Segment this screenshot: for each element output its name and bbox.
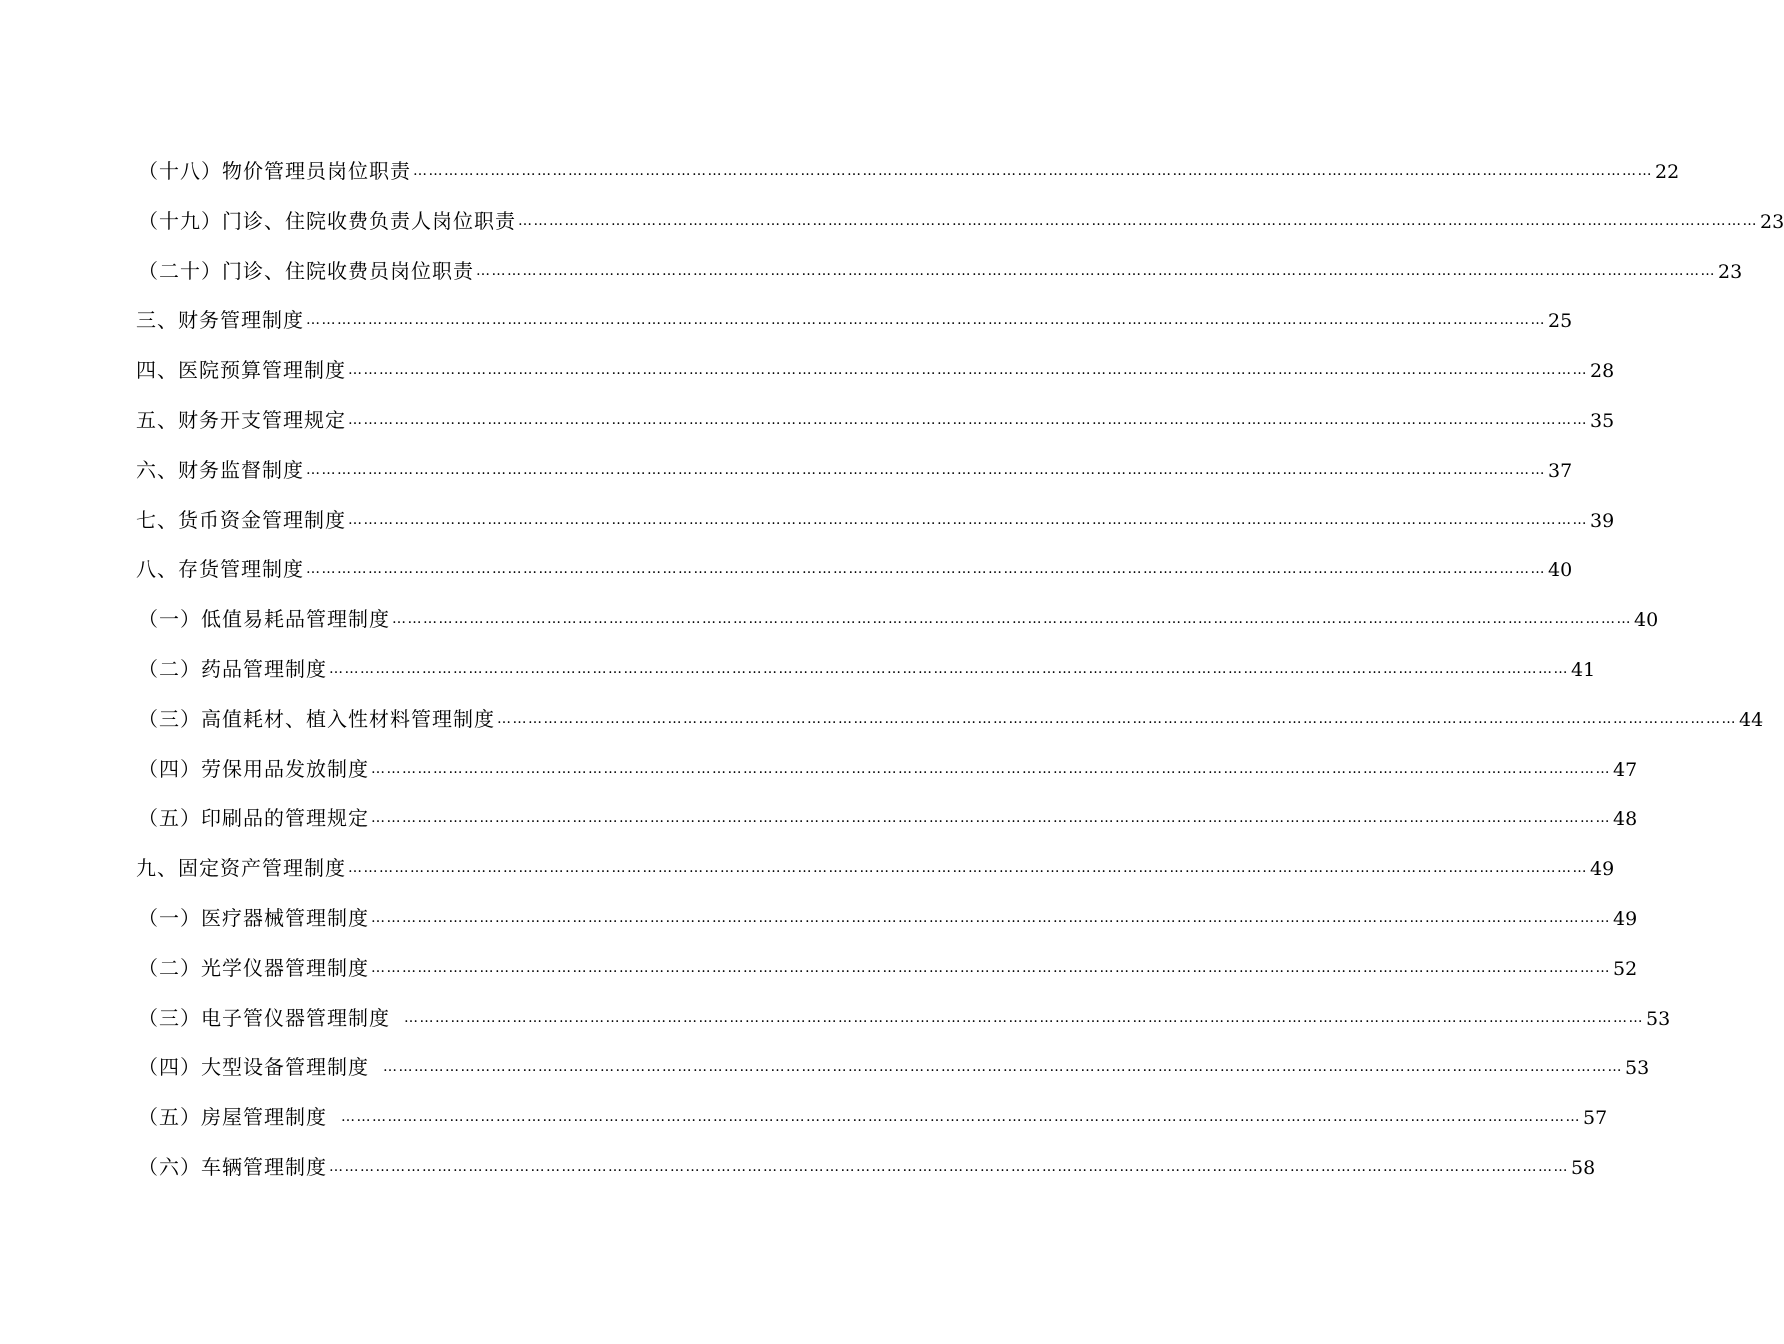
- toc-entry-title: （三）高值耗材、植入性材料管理制度: [138, 706, 495, 731]
- dot-leader: ……………………………………………………………………………………………………………………………………………………………………………………………………………………: [413, 163, 1653, 179]
- dot-leader: ……………………………………………………………………………………………………………………………………………………………………………………………………………………: [476, 262, 1716, 279]
- toc-entry-title: 五、财务开支管理规定: [136, 407, 346, 432]
- toc-page-number: 39: [1590, 509, 1615, 532]
- toc-entry[interactable]: [0, 304, 1573, 354]
- toc-entry-title: （三）电子管仪器管理制度: [138, 1005, 390, 1030]
- toc-page-number: 52: [1613, 957, 1638, 980]
- toc-page-number: 22: [1655, 161, 1680, 183]
- dot-leader: ……………………………………………………………………………………………………………………………………………………………………………………………………………………: [329, 1158, 1569, 1175]
- toc-entry[interactable]: [0, 603, 1659, 653]
- toc-page-number: 44: [1739, 708, 1764, 731]
- dot-leader: ……………………………………………………………………………………………………………………………………………………………………………………………………………………: [329, 660, 1569, 677]
- toc-entry[interactable]: [0, 653, 1596, 703]
- toc-entry[interactable]: [0, 852, 1615, 902]
- toc-page-number: 57: [1583, 1107, 1608, 1130]
- toc-entry-title: （五）印刷品的管理规定: [138, 806, 369, 831]
- toc-page-number: 49: [1613, 907, 1638, 930]
- toc-entry[interactable]: [0, 205, 1784, 255]
- toc-page-number: 40: [1634, 609, 1659, 632]
- toc-entry-title: （四）大型设备管理制度: [138, 1055, 369, 1080]
- toc-page-number: 47: [1613, 758, 1638, 781]
- dot-leader: ……………………………………………………………………………………………………………………………………………………………………………………………………………………: [518, 212, 1758, 229]
- toc-page-number: 35: [1590, 409, 1615, 432]
- dot-leader: ……………………………………………………………………………………………………………………………………………………………………………………………………………………: [306, 561, 1546, 578]
- dot-leader: ……………………………………………………………………………………………………………………………………………………………………………………………………………………: [348, 860, 1588, 877]
- toc-entry-title: （一）医疗器械管理制度: [138, 905, 369, 930]
- dot-leader: ……………………………………………………………………………………………………………………………………………………………………………………………………………………: [383, 1059, 1623, 1076]
- toc-entry-title: （二十）门诊、住院收费员岗位职责: [138, 258, 474, 283]
- dot-leader: ……………………………………………………………………………………………………………………………………………………………………………………………………………………: [306, 461, 1546, 478]
- toc-page-number: 53: [1646, 1007, 1671, 1030]
- toc-entry-title: 三、财务管理制度: [136, 308, 304, 333]
- dot-leader: ……………………………………………………………………………………………………………………………………………………………………………………………………………………: [497, 710, 1737, 727]
- toc-entry-title: 七、货币资金管理制度: [136, 507, 346, 532]
- toc-page-number: 25: [1548, 310, 1573, 333]
- toc-entry-title: 六、财务监督制度: [136, 457, 304, 482]
- toc-entry[interactable]: [0, 802, 1638, 852]
- toc-page-number: 28: [1590, 360, 1615, 383]
- dot-leader: ……………………………………………………………………………………………………………………………………………………………………………………………………………………: [341, 1109, 1581, 1126]
- toc-entry-title: （二）药品管理制度: [138, 656, 327, 681]
- toc-entry[interactable]: [0, 1051, 1650, 1101]
- toc-entry-title: 九、固定资产管理制度: [136, 856, 346, 881]
- toc-entry[interactable]: [0, 1151, 1596, 1201]
- toc-entry-title: （一）低值易耗品管理制度: [138, 607, 390, 632]
- table-of-contents: [0, 155, 1784, 1201]
- toc-entry-title: （十八）物价管理员岗位职责: [138, 159, 411, 183]
- toc-entry[interactable]: [0, 553, 1573, 603]
- toc-entry-title: （十九）门诊、住院收费负责人岗位职责: [138, 208, 516, 233]
- toc-entry-title: （五）房屋管理制度: [138, 1105, 327, 1130]
- toc-entry[interactable]: [0, 255, 1743, 305]
- dot-leader: ……………………………………………………………………………………………………………………………………………………………………………………………………………………: [348, 511, 1588, 528]
- toc-page-number: 58: [1571, 1156, 1596, 1179]
- toc-entry[interactable]: [0, 1101, 1608, 1151]
- toc-page-number: 48: [1613, 808, 1638, 831]
- toc-entry-title: 八、存货管理制度: [136, 557, 304, 582]
- toc-entry[interactable]: [0, 155, 1680, 205]
- dot-leader: ……………………………………………………………………………………………………………………………………………………………………………………………………………………: [348, 362, 1588, 379]
- toc-entry-title: （六）车辆管理制度: [138, 1154, 327, 1179]
- dot-leader: ……………………………………………………………………………………………………………………………………………………………………………………………………………………: [392, 611, 1632, 628]
- dot-leader: ……………………………………………………………………………………………………………………………………………………………………………………………………………………: [371, 959, 1611, 976]
- dot-leader: ……………………………………………………………………………………………………………………………………………………………………………………………………………………: [371, 810, 1611, 827]
- toc-page-number: 37: [1548, 459, 1573, 482]
- toc-page-number: 23: [1760, 210, 1784, 233]
- toc-entry[interactable]: [0, 1002, 1671, 1052]
- toc-page-number: 41: [1571, 658, 1596, 681]
- toc-entry[interactable]: [0, 454, 1573, 504]
- dot-leader: ……………………………………………………………………………………………………………………………………………………………………………………………………………………: [348, 411, 1588, 428]
- dot-leader: ……………………………………………………………………………………………………………………………………………………………………………………………………………………: [371, 760, 1611, 777]
- toc-page-number: 23: [1718, 260, 1743, 283]
- dot-leader: ……………………………………………………………………………………………………………………………………………………………………………………………………………………: [306, 312, 1546, 329]
- toc-entry[interactable]: [0, 354, 1615, 404]
- toc-entry-title: （四）劳保用品发放制度: [138, 756, 369, 781]
- dot-leader: ……………………………………………………………………………………………………………………………………………………………………………………………………………………: [371, 909, 1611, 926]
- toc-entry-title: （二）光学仪器管理制度: [138, 955, 369, 980]
- toc-entry[interactable]: [0, 404, 1615, 454]
- toc-entry-title: 四、医院预算管理制度: [136, 358, 346, 383]
- dot-leader: ……………………………………………………………………………………………………………………………………………………………………………………………………………………: [404, 1009, 1644, 1026]
- toc-entry[interactable]: [0, 504, 1615, 554]
- toc-entry[interactable]: [0, 753, 1638, 803]
- toc-page-number: 53: [1625, 1057, 1650, 1080]
- toc-entry[interactable]: [0, 703, 1764, 753]
- toc-page-number: 49: [1590, 858, 1615, 881]
- toc-entry[interactable]: [0, 952, 1638, 1002]
- toc-entry[interactable]: [0, 902, 1638, 952]
- toc-page-number: 40: [1548, 559, 1573, 582]
